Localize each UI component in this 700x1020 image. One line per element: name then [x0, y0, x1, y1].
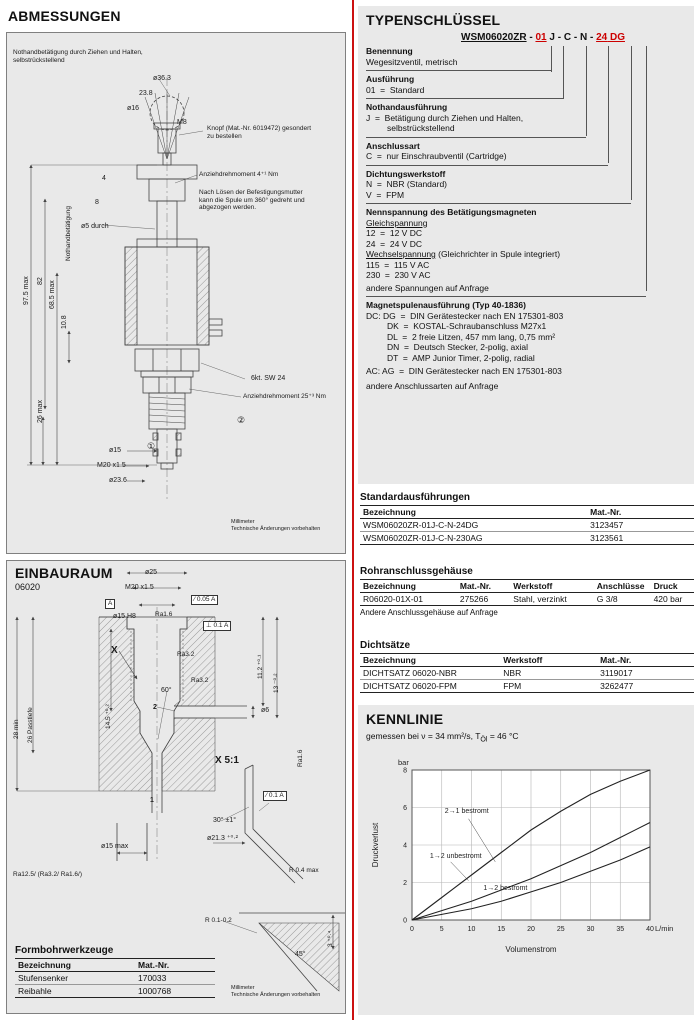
cell: 420 bar	[651, 593, 694, 606]
drawing-label: M20 x1.5	[125, 584, 154, 591]
drawing-label: ⊥ 0.1 A	[203, 621, 231, 631]
typenschluessel-panel	[358, 6, 694, 484]
drawing-label: Nach Lösen der Befestigungsmutter kann die Spule um 360° gedreht und abgezogen werden.	[199, 189, 305, 212]
drawing-label: 14.5 ⁺⁰·²	[105, 704, 112, 729]
drawing-label: 26 max	[37, 400, 44, 423]
section-subheading: Gleichspannung	[366, 217, 428, 228]
drawing-label: X	[111, 645, 118, 656]
drawing-label: 28 min	[13, 719, 20, 739]
standardausfuehrungen-block	[360, 492, 694, 545]
table-row	[15, 985, 215, 998]
drawing-label: M20 x1.5	[97, 462, 126, 469]
col-header: Werkstoff	[500, 654, 597, 667]
drawing-label: ø36.3	[153, 75, 171, 82]
section-line: DT = AMP Junior Timer, 2-polig, radial	[387, 352, 535, 363]
code-connector-line	[551, 46, 552, 72]
code-sep: -	[554, 32, 564, 43]
cell: 3262477	[597, 680, 694, 693]
col-header: Bezeichnung	[360, 654, 500, 667]
dichtsaetze-title: Dichtsätze	[360, 640, 411, 651]
conditions-text: = 46 °C	[487, 731, 519, 741]
section-divider	[366, 203, 631, 204]
code-nothand: J	[546, 32, 555, 43]
drawing-label: 3 ⁺⁰·⁴	[327, 930, 334, 947]
einbauraum-title: EINBAURAUM	[15, 565, 113, 581]
drawing-label: ø15 max	[101, 843, 129, 850]
drawing-label: ∕ 0.1 A	[263, 791, 287, 801]
table-header-row	[360, 580, 694, 593]
einbauraum-subtitle: 06020	[15, 582, 41, 592]
x-tick-label: 15	[497, 925, 506, 933]
curve-label: 1→2 unbestromt	[429, 852, 482, 860]
x-tick-label: 40	[646, 925, 654, 933]
drawing-label: Technische Änderungen vorbehalten	[231, 526, 321, 532]
table-row	[15, 972, 215, 985]
kennlinie-panel	[358, 705, 694, 1015]
section-line: AC: AG = DIN Gerätestecker nach EN 175301-803	[366, 366, 562, 376]
drawing-label: ø6	[261, 707, 270, 714]
code-base: WSM06020ZR	[461, 32, 527, 43]
section-divider	[366, 165, 608, 166]
rohranschluss-note: Andere Anschlussgehäuse auf Anfrage	[360, 608, 498, 617]
section-line-rest: (Gleichrichter in Spule integriert)	[435, 249, 561, 259]
drawing-label: 4	[102, 175, 106, 182]
drawing-label: Millimeter	[231, 519, 255, 525]
drawing-label: ø15 H8	[113, 613, 136, 620]
abmessungen-title: ABMESSUNGEN	[8, 8, 121, 24]
section-line: V = FPM	[366, 189, 405, 200]
y-axis-title: Druckverlust	[371, 822, 380, 867]
drawing-label: 60°	[161, 687, 172, 694]
dichtsaetze-block	[360, 640, 694, 693]
x-tick-label: 30	[586, 925, 595, 933]
table-row	[360, 680, 694, 693]
col-header: Bezeichnung	[360, 580, 457, 593]
drawing-label: 45°	[295, 951, 306, 958]
standardausfuehrungen-title: Standardausführungen	[360, 492, 471, 503]
abmessungen-panel	[6, 32, 346, 554]
drawing-label: 6kt. SW 24	[251, 375, 286, 382]
section-line: DC: DG = DIN Gerätestecker nach EN 175301-803	[366, 310, 564, 321]
drawing-label: 97.5 max	[23, 276, 30, 305]
section-heading: Ausführung	[366, 74, 415, 84]
col-header: Werkstoff	[510, 580, 594, 593]
cell: DICHTSATZ 06020-FPM	[360, 680, 500, 693]
valve-outline	[125, 77, 222, 501]
section-subheading: Wechselspannung	[366, 249, 436, 259]
drawing-label: Ra3.2	[177, 651, 195, 658]
drawing-label: ø15	[109, 447, 122, 454]
cell: WSM06020ZR-01J-C-N-24DG	[360, 519, 587, 532]
section-line: DL = 2 freie Litzen, 457 mm lang, 0,75 mm²	[387, 331, 556, 342]
code-connector-line	[631, 46, 632, 200]
rohranschlussgehaeuse-table	[360, 579, 694, 606]
y-tick-label: 0	[403, 917, 407, 925]
drawing-label: 26 Passtiefe	[27, 707, 34, 743]
cell: 3119017	[597, 667, 694, 680]
cell: WSM06020ZR-01J-C-N-230AG	[360, 532, 587, 545]
drawing-label: ②	[237, 415, 246, 425]
type-code	[461, 32, 686, 43]
section-heading: Dichtungswerkstoff	[366, 168, 446, 179]
curve-label: 1→2 bestromt	[483, 884, 528, 892]
section-line: 01 = Standard	[366, 84, 425, 95]
drawing-label: ①	[147, 441, 156, 451]
code-ausfuehrung: 01	[535, 32, 547, 43]
formbohrwerkzeuge-table	[15, 958, 215, 998]
table-header-row	[15, 959, 215, 972]
cell: Stufensenker	[15, 972, 135, 985]
section-divider	[366, 137, 586, 138]
col-header: Mat.-Nr.	[135, 959, 215, 972]
y-tick-label: 4	[403, 842, 407, 850]
code-dichtung: N	[579, 32, 588, 43]
x-unit-label: L/min	[655, 923, 674, 933]
code-anschluss: C	[563, 32, 572, 43]
code-sep: -	[587, 32, 597, 43]
x-tick-label: 0	[410, 925, 414, 933]
section-heading: Benennung	[366, 46, 413, 56]
cell: 275266	[457, 593, 510, 606]
drawing-label: ø5 durch	[81, 223, 109, 230]
col-header: Mat.-Nr.	[457, 580, 510, 593]
section-divider	[366, 98, 563, 99]
drawing-label: ø21.3 ⁺⁰·²	[207, 835, 239, 842]
x-tick-label: 20	[527, 925, 535, 933]
table-header-row	[360, 654, 694, 667]
rohranschlussgehaeuse-title: Rohranschlussgehäuse	[360, 566, 473, 577]
formbohrwerkzeuge-title: Formbohrwerkzeuge	[15, 945, 114, 956]
section-divider	[366, 296, 646, 297]
cell: Reibahle	[15, 985, 135, 998]
cell: 1000768	[135, 985, 215, 998]
code-connector-line	[586, 46, 587, 136]
drawing-label: ∕ 0.05 A	[191, 595, 218, 605]
code-connector-line	[563, 46, 564, 99]
section-heading: Magnetspulenausführung (Typ 40-1836)	[366, 300, 526, 310]
drawing-label: X 5:1	[215, 755, 239, 766]
x-axis-title: Volumenstrom	[505, 944, 557, 954]
drawing-label: ø16	[127, 105, 140, 112]
x-tick-label: 25	[556, 925, 565, 933]
drawing-label: 23.8	[139, 90, 153, 97]
rohranschlussgehaeuse-block	[360, 566, 694, 617]
drawing-label: Ra1.6	[297, 749, 304, 767]
code-connector-line	[608, 46, 609, 163]
drawing-label: 68.5 max	[49, 280, 56, 309]
section-divider	[366, 70, 551, 71]
section-line: C = nur Einschraubventil (Cartridge)	[366, 151, 507, 161]
drawing-label: Technische Änderungen vorbehalten	[231, 992, 321, 998]
y-unit-label: bar	[398, 757, 409, 767]
col-header: Mat.-Nr.	[587, 506, 694, 519]
col-header: Mat.-Nr.	[597, 654, 694, 667]
cell: Stahl, verzinkt	[510, 593, 594, 606]
section-line: 115 = 115 V AC	[366, 259, 430, 270]
section-line: Wegesitzventil, metrisch	[366, 56, 458, 67]
drawing-label: 13 ⁻⁰·²	[273, 673, 280, 693]
col-header: Bezeichnung	[360, 506, 587, 519]
drawing-label: R 0.1-0.2	[205, 917, 232, 924]
cell: 170033	[135, 972, 215, 985]
column-divider	[352, 0, 354, 1020]
table-row	[360, 593, 694, 606]
drawing-label: 2	[153, 704, 157, 711]
drawing-label: R 0.4 max	[289, 867, 319, 874]
kennlinie-title: KENNLINIE	[366, 711, 444, 727]
drawing-label: Nothandbetätigung durch Ziehen und Halten, selbstrückstellend	[13, 49, 143, 64]
section-line: J = Betätigung durch Ziehen und Halten,	[366, 112, 524, 123]
conditions-subscript: Öl	[480, 735, 488, 744]
cell: NBR	[500, 667, 597, 680]
drawing-label: Millimeter	[231, 985, 255, 991]
drawing-label: 11.2 ⁺⁰·¹	[257, 654, 264, 679]
section-line	[366, 249, 686, 260]
section-line: N = NBR (Standard)	[366, 179, 448, 189]
cell: 3123561	[587, 532, 694, 545]
conditions-text: gemessen bei ν = 34 mm²/s, T	[366, 731, 481, 741]
drawing-label: A	[105, 599, 115, 609]
drawing-label: Ra1.6	[155, 611, 173, 618]
table-row	[360, 519, 694, 532]
col-header: Anschlüsse	[594, 580, 651, 593]
code-sep: -	[571, 32, 580, 43]
code-sep: -	[526, 32, 536, 43]
table-row	[360, 532, 694, 545]
section-heading: Nothandausführung	[366, 102, 448, 112]
drawing-label: 10.8	[61, 315, 68, 329]
section-note: andere Spannungen auf Anfrage	[366, 282, 489, 293]
drawing-label: Ra12.5/ (Ra3.2/ Ra1.6/)	[13, 871, 83, 878]
formbohrwerkzeuge-block	[15, 945, 215, 998]
x-tick-label: 35	[616, 925, 625, 933]
standardausfuehrungen-table	[360, 505, 694, 545]
dichtsaetze-table	[360, 653, 694, 693]
code-spannung: 24	[596, 32, 608, 43]
section-heading: Anschlussart	[366, 140, 420, 151]
col-header: Bezeichnung	[15, 959, 135, 972]
section-line: 24 = 24 V DC	[366, 238, 422, 249]
x-tick-label: 10	[467, 925, 476, 933]
drawing-label: Anziehdrehmoment 25⁺³ Nm	[243, 393, 326, 400]
cell: 3123457	[587, 519, 694, 532]
section-line: DN = Deutsch Stecker, 2-polig, axial	[387, 342, 529, 352]
code-connector-line	[646, 46, 647, 291]
drawing-label: ø25	[145, 569, 158, 576]
curve-label: 2→1 bestromt	[444, 807, 489, 815]
cell: G 3/8	[594, 593, 651, 606]
table-row	[360, 667, 694, 680]
drawing-label: Ra3.2	[191, 677, 209, 684]
section-line: 230 = 230 V AC	[366, 270, 431, 280]
drawing-label: 8	[95, 199, 99, 206]
section-line: 12 = 12 V DC	[366, 228, 422, 238]
typenschluessel-title: TYPENSCHLÜSSEL	[366, 12, 501, 28]
section-line: DK = KOSTAL-Schraubanschluss M27x1	[387, 321, 547, 331]
cell: DICHTSATZ 06020-NBR	[360, 667, 500, 680]
table-header-row	[360, 506, 694, 519]
drawing-label: Nothandbetätigung	[65, 206, 72, 261]
kennlinie-conditions	[366, 731, 686, 744]
section-line: selbstrückstellend	[387, 123, 455, 133]
cell: FPM	[500, 680, 597, 693]
section-note: andere Anschlussarten auf Anfrage	[366, 380, 499, 391]
code-spule: DG	[607, 32, 625, 43]
y-tick-label: 6	[403, 804, 407, 812]
abmessungen-drawing	[7, 33, 345, 553]
kennlinie-chart	[366, 752, 684, 966]
y-tick-label: 2	[403, 879, 407, 887]
x-tick-label: 5	[439, 925, 444, 933]
drawing-label: Anziehdrehmoment 4⁺¹ Nm	[199, 171, 279, 178]
drawing-label: M8	[177, 119, 187, 126]
col-header: Druck	[651, 580, 694, 593]
drawing-label: ø23.6	[109, 477, 127, 484]
drawing-label: 1	[150, 797, 154, 804]
drawing-label: 82	[37, 277, 44, 285]
drawing-label: 30° ±1°	[213, 817, 237, 824]
einbauraum-panel	[6, 560, 346, 1014]
y-tick-label: 8	[403, 767, 407, 775]
section-heading: Nennspannung des Betätigungsmagneten	[366, 207, 537, 217]
cell: R06020-01X-01	[360, 593, 457, 606]
drawing-label: Knopf (Mat.-Nr. 6019472) gesondert zu bestellen	[207, 125, 312, 140]
